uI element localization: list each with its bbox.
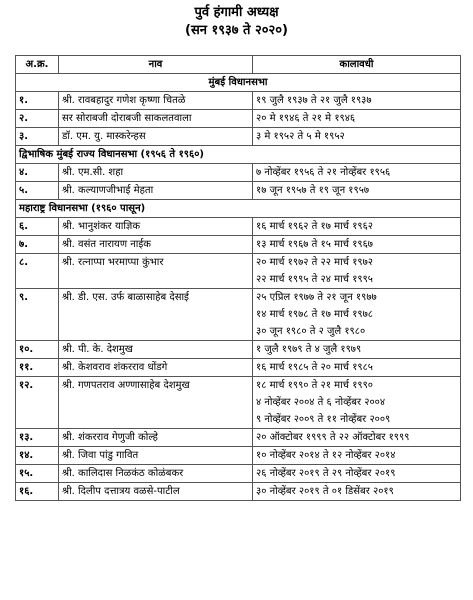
row-serial: ४. [16,164,59,182]
row-period [253,465,461,483]
row-serial: १. [16,92,59,110]
table-row [16,218,461,236]
table-row [16,429,461,447]
row-serial: ११. [16,359,59,377]
period-line: ३० जून १९८० ते २ जुलै १९८० [256,326,366,337]
table-row [16,164,461,182]
period-line: ४ नोव्हेंबर २००४ ते ६ नोव्हेंबर २००४ [256,397,386,408]
row-name: श्री. रत्नाप्पा भरमाप्पा कुंभार [59,254,253,289]
period-line: १४ मार्च १९७८ ते १७ मार्च १९७८ [256,309,374,320]
row-serial: १६. [16,483,59,501]
row-serial: ३. [16,128,59,146]
title-block [0,4,473,40]
row-serial: ८. [16,254,59,289]
period-line: २० मे १९४६ ते २१ मे १९४६ [256,113,356,124]
row-period [253,236,461,254]
row-period [253,254,461,289]
section-heading: मुंबई विधानसभा [16,74,461,92]
period-line: ९ नोव्हेंबर २००९ ते ११ नोव्हेंबर २००९ [256,414,391,425]
row-period [253,128,461,146]
row-period [253,182,461,200]
row-period [253,218,461,236]
row-period [253,483,461,501]
table-row [16,236,461,254]
table-row [16,341,461,359]
page-title: पुर्व हंगामी अध्यक्ष [194,5,279,20]
speakers-table [15,55,461,501]
table-row [16,289,461,341]
section-heading: महाराष्ट्र विधानसभा (१९६० पासून) [16,200,461,218]
period-line: २५ एप्रिल १९७७ ते २१ जून १९७७ [256,292,377,303]
row-name: श्री. दिलीप दत्तात्रय वळसे-पाटील [59,483,253,501]
table-row [16,92,461,110]
row-serial: १३. [16,429,59,447]
row-serial: १५. [16,465,59,483]
row-serial: ७. [16,236,59,254]
table-body [16,74,461,501]
row-name: श्री. रावबहादुर गणेश कृष्णा चितळे [59,92,253,110]
row-name: श्री. जिवा पांडु गावित [59,447,253,465]
row-serial: १४. [16,447,59,465]
row-serial: ६. [16,218,59,236]
header-name: नाव [59,56,253,74]
period-line: १ जुलै १९७९ ते ४ जुलै १९७९ [256,344,362,355]
page-subtitle: (सन १९३७ ते २०२०) [185,23,288,38]
row-name: श्री. भानुशंकर याज्ञिक [59,218,253,236]
row-serial: ५. [16,182,59,200]
table-row [16,254,461,289]
row-period [253,377,461,429]
period-line: २० ऑक्टोबर १९९९ ते २२ ऑक्टोबर १९९९ [256,432,410,443]
header-sr: अ.क्र. [16,56,59,74]
row-name: श्री. एम.सी. शहा [59,164,253,182]
row-serial: ९. [16,289,59,341]
period-line: २० मार्च १९७२ ते २२ मार्च १९७२ [256,257,374,268]
period-line: १३ मार्च १९६७ ते १५ मार्च १९६७ [256,239,374,250]
table-row [16,182,461,200]
table-row [16,359,461,377]
table-row [16,128,461,146]
period-line: १९ जुलै १९३७ ते २१ जुलै १९३७ [256,95,372,106]
row-name: श्री. केशवराव शंकरराव धोंडगे [59,359,253,377]
row-period [253,289,461,341]
row-name: श्री. गणपतराव अण्णासाहेब देशमुख [59,377,253,429]
table-row [16,447,461,465]
row-serial: २. [16,110,59,128]
section-heading-row [16,200,461,218]
row-name: श्री. कल्याणजीभाई मेहता [59,182,253,200]
row-period [253,447,461,465]
row-name: श्री. कालिदास निळकंठ कोळंबकर [59,465,253,483]
period-line: १० नोव्हेंबर २०१४ ते १२ नोव्हेंबर २०१४ [256,450,396,461]
row-period [253,110,461,128]
period-line: २२ मार्च १९९५ ते २४ मार्च १९९५ [256,274,374,285]
row-period [253,164,461,182]
period-line: १८ मार्च १९९० ते २१ मार्च १९९० [256,380,374,391]
row-name: डॉ. एम. यु. मास्करेन्हस [59,128,253,146]
table-header-row [16,56,461,74]
row-serial: १०. [16,341,59,359]
row-name: सर सोराबजी दोराबजी साकलतवाला [59,110,253,128]
header-period: कालावधी [253,56,461,74]
section-heading-row [16,74,461,92]
section-heading-row [16,146,461,164]
row-period [253,429,461,447]
period-line: ७ नोव्हेंबर १९५६ ते २१ नोव्हेंबर १९५६ [256,167,391,178]
table-row [16,465,461,483]
row-serial: १२. [16,377,59,429]
row-name: श्री. वसंत नारायण नाईक [59,236,253,254]
row-name: श्री. डी. एस. उर्फ बाळासाहेब देसाई [59,289,253,341]
row-period [253,92,461,110]
period-line: ३ मे १९५२ ते ५ मे १९५२ [256,131,345,142]
table-row [16,377,461,429]
row-name: श्री. शंकरराव गेणुजी कोल्हे [59,429,253,447]
period-line: २६ नोव्हेंबर २०१९ ते २९ नोव्हेंबर २०१९ [256,468,396,479]
period-line: १६ मार्च १९८५ ते २० मार्च १९८५ [256,362,374,373]
row-name: श्री. पी. के. देशमुख [59,341,253,359]
table-row [16,483,461,501]
row-period [253,359,461,377]
period-line: ३० नोव्हेंबर २०१९ ते ०१ डिसेंबर २०१९ [256,486,394,497]
period-line: १६ मार्च १९६२ ते १७ मार्च १९६२ [256,221,374,232]
period-line: १७ जून १९५७ ते १९ जून १९५७ [256,185,370,196]
section-heading: द्विभाषिक मुंबई राज्य विधानसभा (१९५६ ते १९६०) [16,146,461,164]
table-row [16,110,461,128]
row-period [253,341,461,359]
